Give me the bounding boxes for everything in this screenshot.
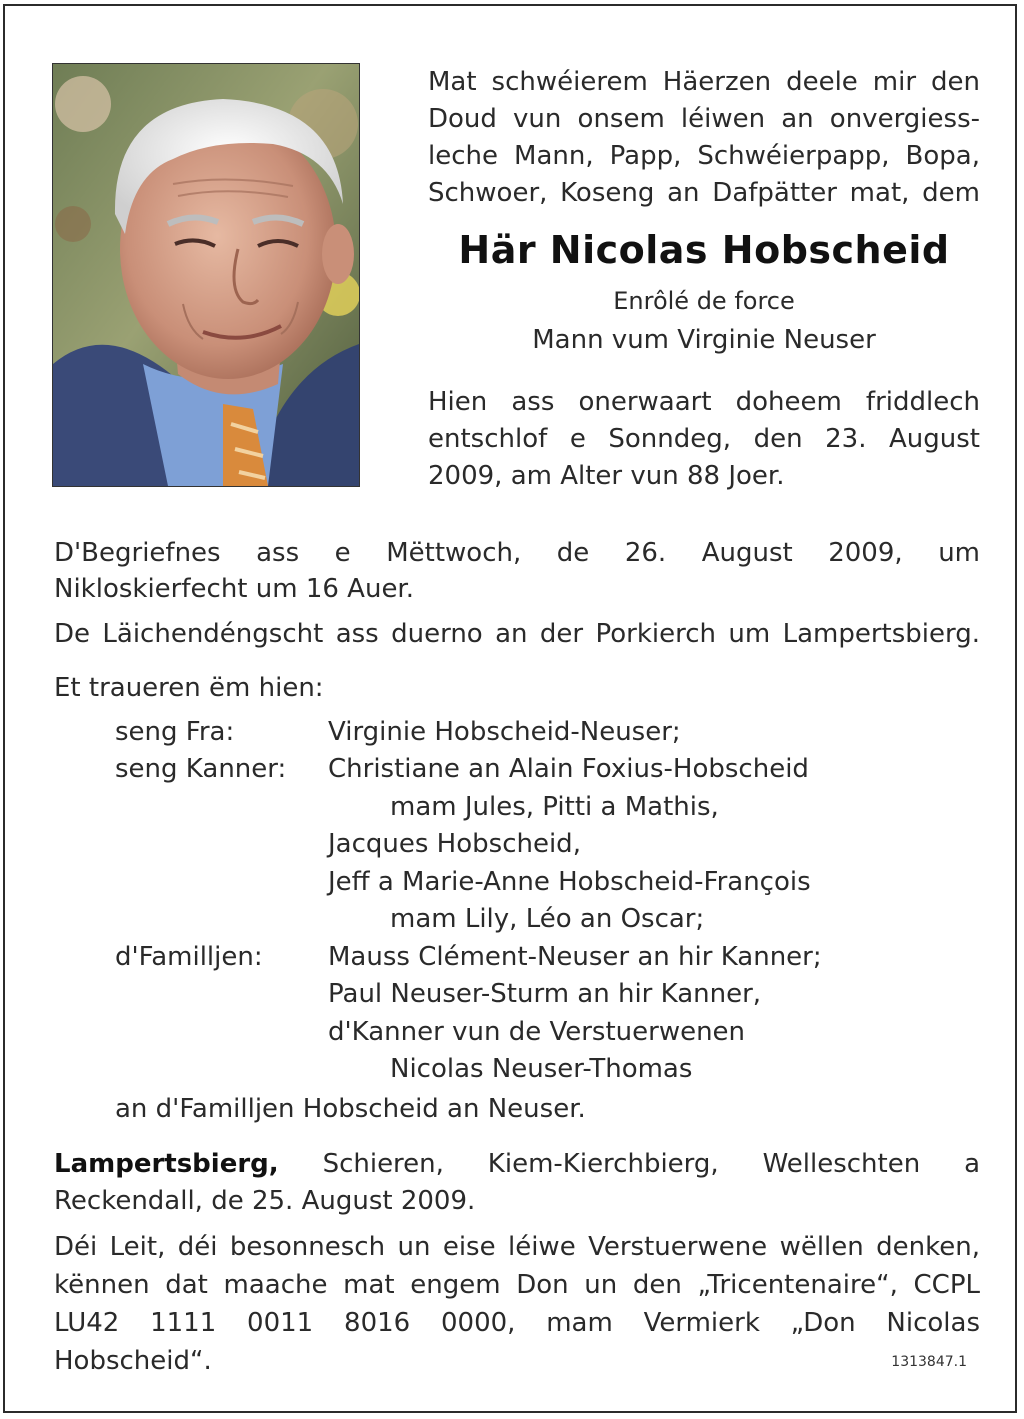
donation-line: Hobscheid“. <box>54 1346 212 1376</box>
intro-line: Schwoer, Koseng an Dafpätter mat, dem <box>428 178 980 208</box>
wife-name: Virginie Hobscheid-Neuser; <box>328 717 681 747</box>
wife-label: seng Fra: <box>115 717 235 747</box>
portrait-photo <box>52 63 360 487</box>
child-entry: Jeff a Marie-Anne Hobscheid-François <box>328 867 811 897</box>
funeral-paragraph <box>54 535 980 607</box>
deceased-title: Enrôlé de force <box>613 287 795 315</box>
family-entry: Nicolas Neuser-Thomas <box>390 1054 693 1084</box>
mourners-heading: Et traueren ëm hien: <box>54 673 324 703</box>
intro-line: leche Mann, Papp, Schwéierpapp, Bopa, <box>428 141 980 171</box>
intro-paragraph <box>428 64 980 212</box>
family-entry: d'Kanner vun de Verstuerwenen <box>328 1017 746 1047</box>
grandchildren-entry: mam Jules, Pitti a Mathis, <box>390 792 719 822</box>
intro-line: Mat schwéierem Häerzen deele mir den <box>428 67 980 97</box>
death-line: entschlof e Sonndeg, den 23. August <box>428 424 980 454</box>
obituary-card <box>3 4 1017 1413</box>
deceased-spouse: Mann vum Virginie Neuser <box>532 325 876 355</box>
place-line <box>54 1146 980 1183</box>
place-rest: Schieren, Kiem-Kierchbierg, Welleschten a <box>322 1149 981 1179</box>
death-paragraph <box>428 384 980 495</box>
family-entry: Mauss Clément-Neuser an hir Kanner; <box>328 942 822 972</box>
families-label: d'Familljen: <box>115 942 263 972</box>
procession-line: De Läichendéngscht ass duerno an der Porkierch um Lampertsbierg. <box>54 619 980 649</box>
death-line: 2009, am Alter vun 88 Joer. <box>428 461 785 491</box>
donation-paragraph <box>54 1228 980 1380</box>
children-label: seng Kanner: <box>115 754 287 784</box>
grandchildren-entry: mam Lily, Léo an Oscar; <box>390 904 705 934</box>
donation-line: Déi Leit, déi besonnesch un eise léiwe Verstuerwene wëllen denken, <box>54 1232 980 1262</box>
funeral-line: Nikloskierfecht um 16 Auer. <box>54 574 415 604</box>
intro-line: Doud vun onsem léiwen an onvergiess- <box>428 104 980 134</box>
place-date <box>54 1146 980 1220</box>
child-entry: Christiane an Alain Foxius-Hobscheid <box>328 754 809 784</box>
donation-line: LU42 1111 0011 8016 0000, mam Vermierk „Don Nicolas <box>54 1308 980 1338</box>
funeral-line: D'Begriefnes ass e Mëttwoch, de 26. August 2009, um <box>54 538 980 568</box>
death-line: Hien ass onerwaart doheem friddlech <box>428 387 980 417</box>
place-city: Lampertsbierg, <box>54 1149 279 1179</box>
mourners-closing: an d'Familljen Hobscheid an Neuser. <box>115 1094 586 1124</box>
deceased-name: Här Nicolas Hobscheid <box>458 228 950 272</box>
donation-line: kënnen dat maache mat engem Don un den „Tricentenaire“, CCPL <box>54 1270 980 1300</box>
child-entry: Jacques Hobscheid, <box>328 829 581 859</box>
family-entry: Paul Neuser-Sturm an hir Kanner, <box>328 979 762 1009</box>
reference-number: 1313847.1 <box>891 1354 967 1370</box>
place-line: Reckendall, de 25. August 2009. <box>54 1186 476 1216</box>
